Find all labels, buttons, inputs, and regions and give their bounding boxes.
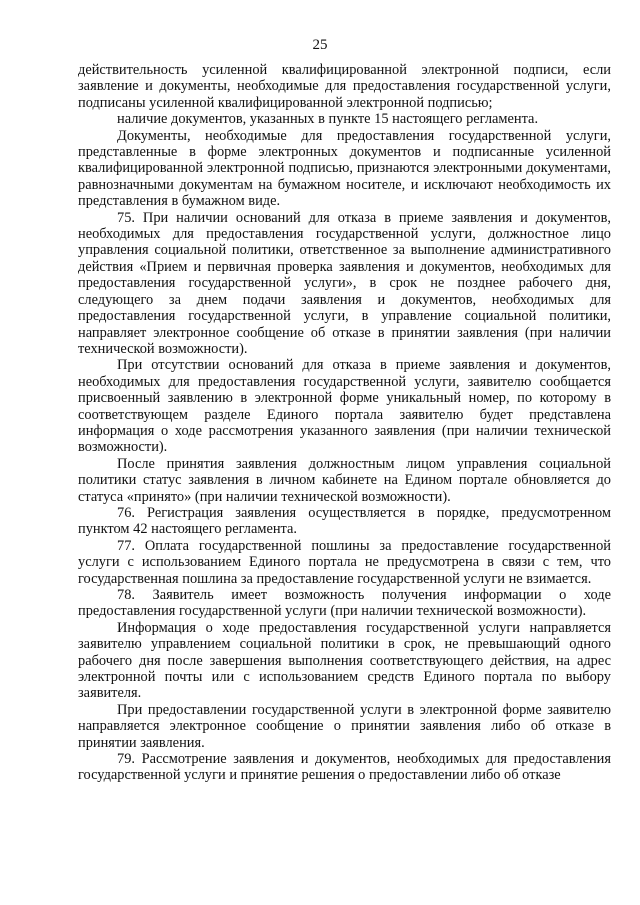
paragraph-76: 76. Регистрация заявления осуществляется в порядке, предусмотренном пунктом 42 настоящего регламента. [78,504,611,538]
paragraph-progress-info: Информация о ходе предоставления государственной услуги направляется заявителю управлением социальной политики в срок, не превышающий одного рабочего дня после завершения выполнения соответствующего действия, на адрес электронной почты или с использованием средств Единого портала по выбору заявителя. [78,619,611,702]
paragraph-signature-validity: действительность усиленной квалифицированной электронной подписи, если заявление и документы, необходимые для предоставления государственной услуги, подписаны усиленной квалифицированной электронной подписью; [78,62,611,111]
page-number: 25 [312,37,328,53]
paragraph-no-refusal: При отсутствии оснований для отказа в приеме заявления и документов, необходимых для предоставления государственной услуги, заявителю сообщается присвоенный заявлению в электронной форме уникальный номер, по которому в соответствующем разделе Единого портала заявителю будет представлена информация о ходе рассмотрения указанного заявления (при наличии технической возможности). [78,357,611,456]
paragraph-79: 79. Рассмотрение заявления и документов, необходимых для предоставления государственной услуги и принятие решения о предоставлении либо об отказе [78,751,611,784]
paragraph-78: 78. Заявитель имеет возможность получения информации о ходе предоставления государственной услуги (при наличии технической возможности). [78,587,611,620]
paragraph-documents-presence: наличие документов, указанных в пункте 15 настоящего регламента. [117,111,539,128]
paragraph-electronic-documents: Документы, необходимые для предоставления государственной услуги, представленные в форме электронных документов и подписанные усиленной квалифицированной электронной подписью, признаются электронными документами, равнозначными документам на бумажном носителе, и исключают необходимость их представления в бумажном виде. [78,127,611,210]
paragraph-status-accepted: После принятия заявления должностным лицом управления социальной политики статус заявления в личном кабинете на Едином портале обновляется до статуса «принято» (при наличии технической возможности). [78,455,611,505]
paragraph-electronic-message: При предоставлении государственной услуги в электронной форме заявителю направляется электронное сообщение о принятии заявления либо об отказе в принятии заявления. [78,701,611,751]
document-body [78,62,611,784]
paragraph-75: 75. При наличии оснований для отказа в приеме заявления и документов, необходимых для предоставления государственной услуги, должностное лицо управления социальной политики, ответственное за выполнение административного действия «Прием и первичная проверка заявления и документов, необходимых для предоставления государственной услуги», в срок не позднее рабочего дня, следующего за днем подачи заявления и документов, необходимых для предоставления государственной услуги, в управление социальной политики, направляет электронное сообщение об отказе в принятии заявления (при наличии технической возможности). [78,209,611,357]
paragraph-77: 77. Оплата государственной пошлины за предоставление государственной услуги с использованием Единого портала не предусмотрена в связи с тем, что государственная пошлина за предоставление государственной услуги не взимается. [78,537,611,587]
